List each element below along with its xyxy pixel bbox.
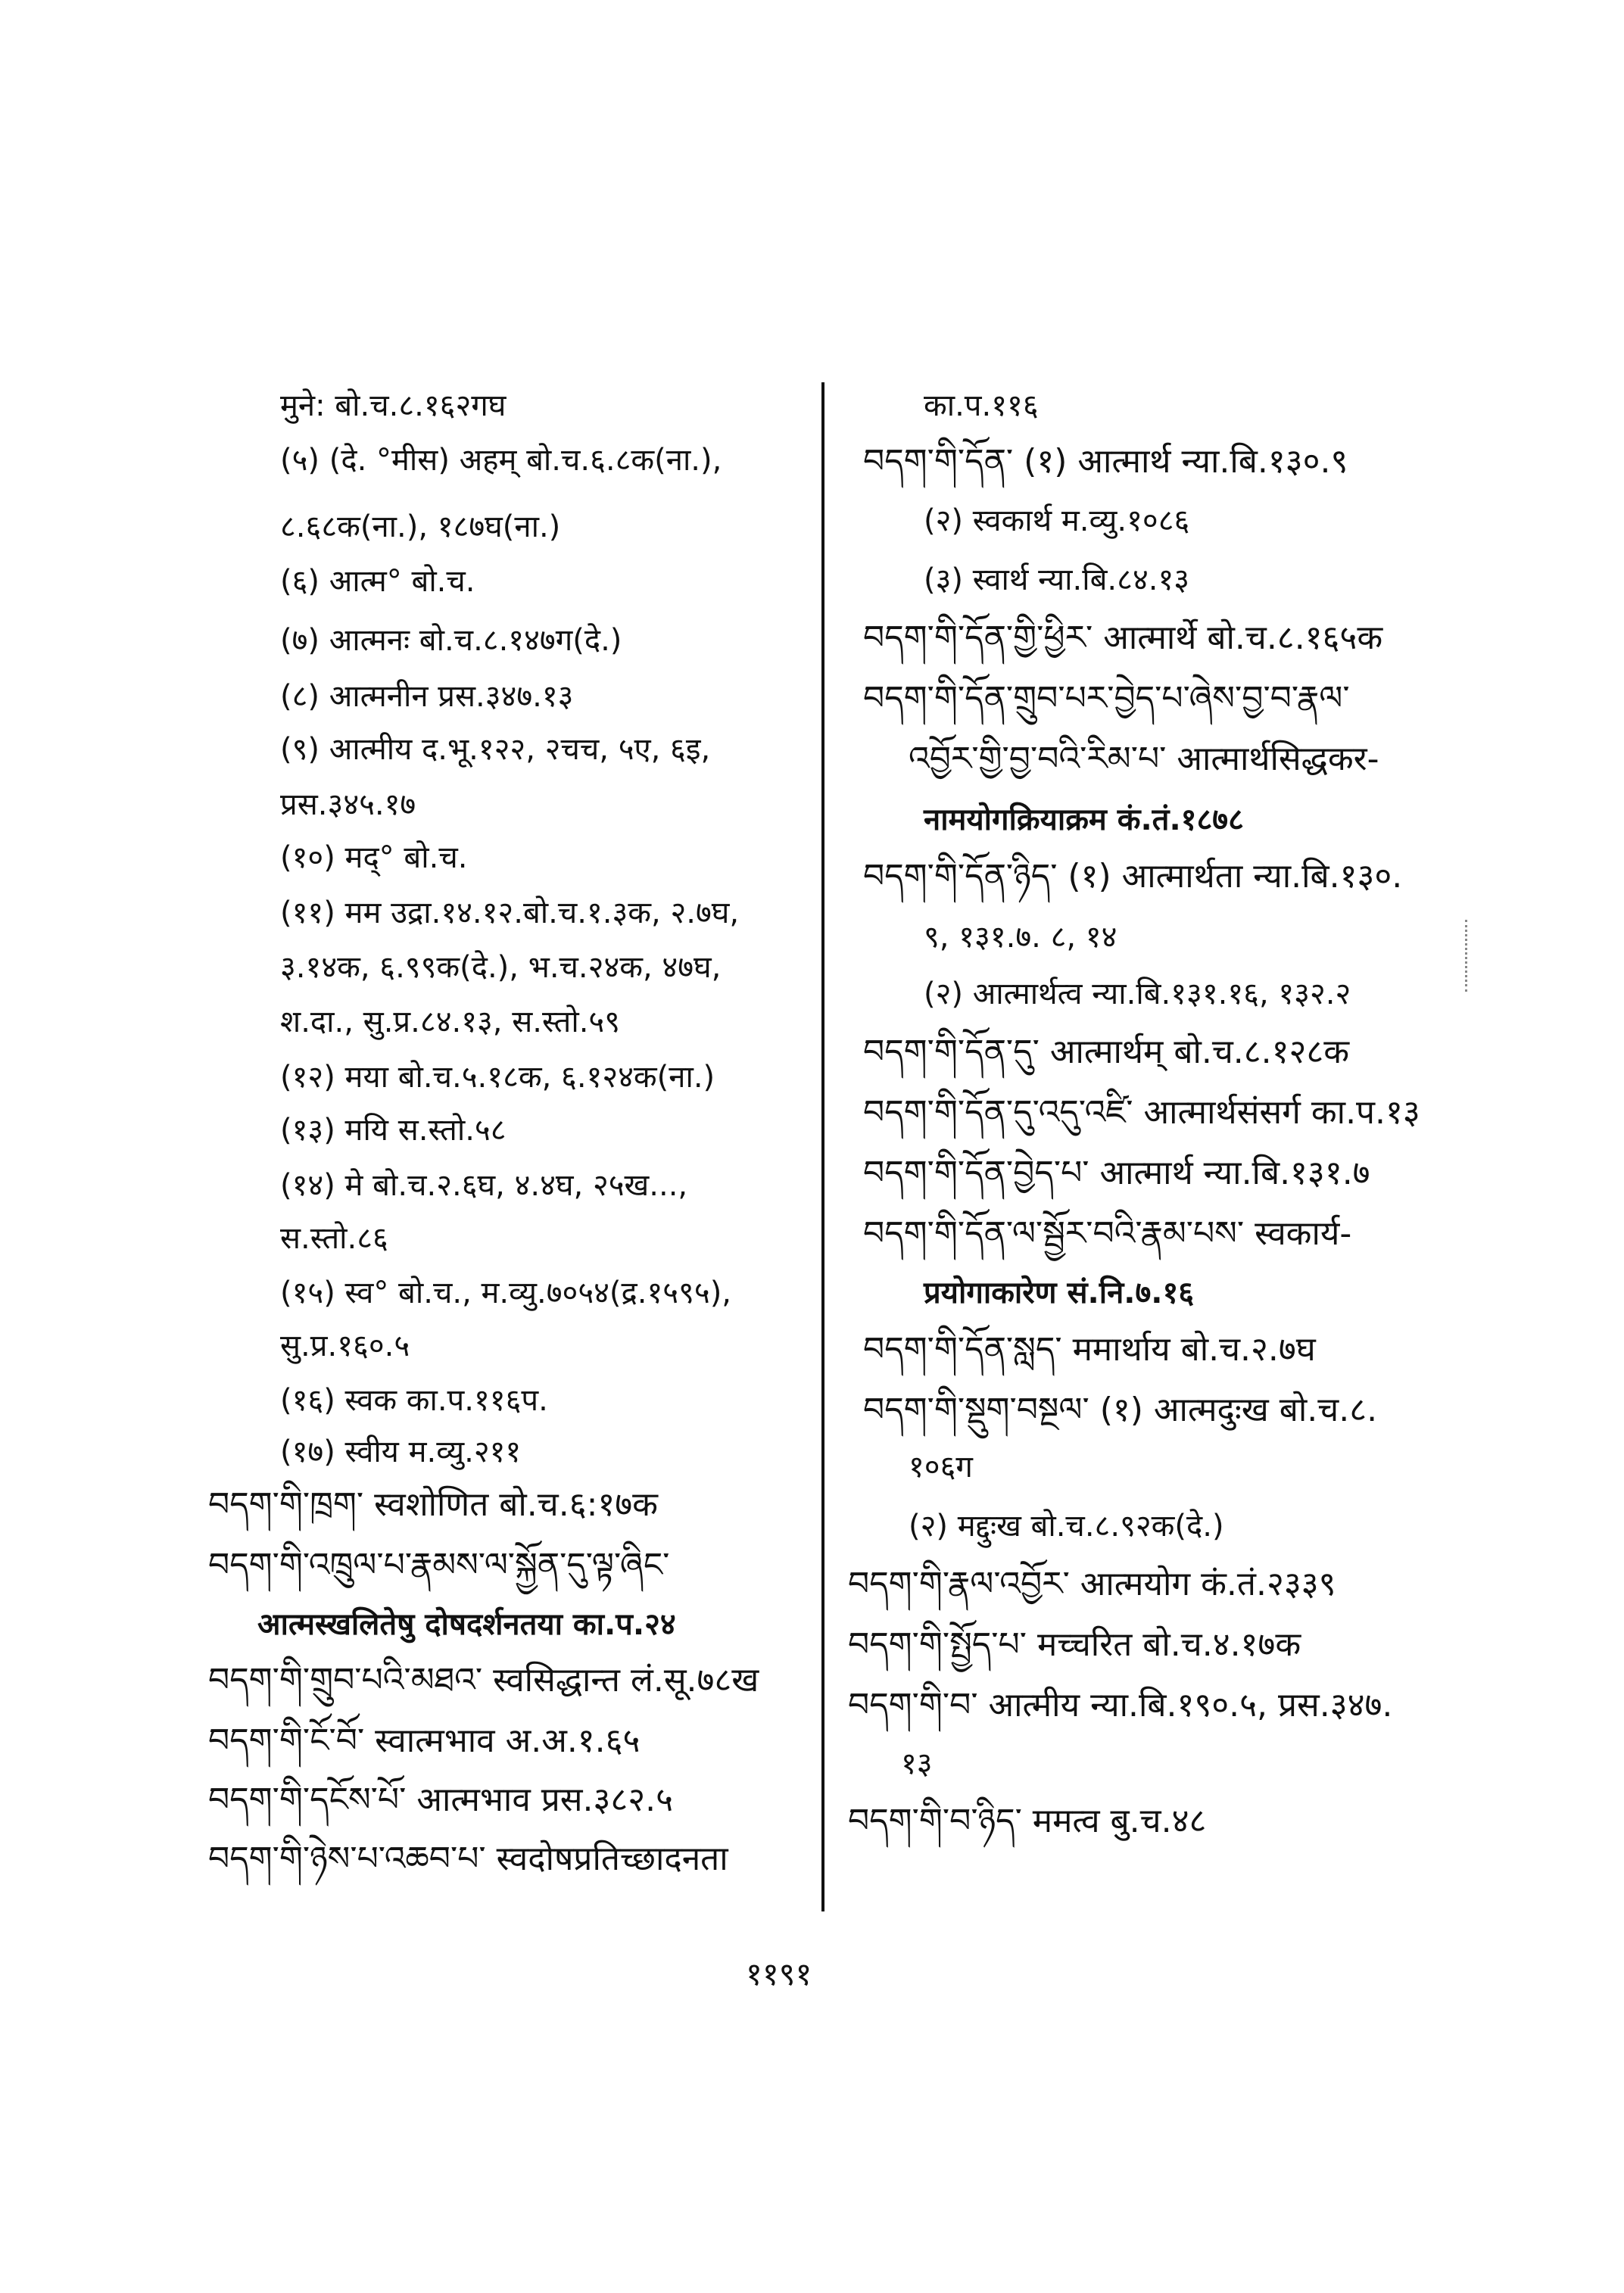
entry-line: བདག་གི་འཁྲུལ་པ་རྣམས་ལ་སྐྱོན་དུ་ལྟ་ཞིང་: [208, 1546, 670, 1584]
entry-line: ८.६८क(ना.), १८७घ(ना.): [280, 509, 561, 544]
entry-line: (२) स्वकार्थ म.व्यु.१०८६: [924, 503, 1190, 538]
entry-line: བདག་གི་སྤྱོད་པ་ मच्चरित बो.च.४.१७क: [848, 1625, 1301, 1664]
entry-line: བདག་གི་དོན་གྱི་ཕྱིར་ आत्मार्थे बो.च.८.१६५क: [863, 618, 1383, 657]
entry-line: (१४) मे बो.च.२.६घ, ४.४घ, २५ख...,: [280, 1168, 688, 1203]
entry-line: (१०) मद्° बो.च.: [280, 840, 468, 875]
entry-line: ३.१४क, ६.९९क(दे.), भ.च.२४क, ४७घ,: [280, 950, 722, 985]
page-number: ११९१: [746, 1955, 812, 1992]
entry-line: (२) मद्दुःख बो.च.८.९२क(दे.): [909, 1509, 1224, 1544]
entry-line: བདག་གི་དོན་གྲུབ་པར་བྱེད་པ་ཞེས་བྱ་བ་རྣལ་: [863, 679, 1350, 718]
entry-line: (६) आत्म° बो.च.: [280, 564, 475, 599]
entry-line: (१६) स्वक का.प.११६प.: [280, 1383, 548, 1418]
entry-line: བདག་གི་དོན་བྱེད་པ་ आत्मार्थ न्या.बि.१३१.७: [863, 1154, 1370, 1192]
entry-line: प्रस.३४५.१७: [280, 787, 416, 822]
entry-line: सु.प्र.१६०.५: [280, 1329, 410, 1363]
entry-line: (३) स्वार्थ न्या.बि.८४.१३: [924, 562, 1190, 597]
entry-line: བདག་གི་བ་ आत्मीय न्या.बि.१९०.५, प्रस.३४७.: [848, 1686, 1393, 1724]
entry-line: स.स्तो.८६: [280, 1221, 388, 1256]
entry-line: (१२) मया बो.च.५.१८क, ६.१२४क(ना.): [280, 1060, 715, 1095]
entry-line: བདག་གི་བ་ཉིད་ ममत्व बु.च.४८: [848, 1802, 1207, 1840]
entry-line: བདག་གི་ངོ་བོ་ स्वात्मभाव अ.अ.१.६५: [208, 1721, 641, 1760]
entry-line: བདག་གི་དོན་ཉིད་ (१) आत्मार्थता न्या.बि.१३०.: [863, 857, 1403, 896]
entry-line: བདག་གི་ཁྲག་ स्वशोणित बो.च.६:१७क: [208, 1485, 658, 1524]
entry-line: मुने: बो.च.८.१६२गघ: [280, 388, 507, 423]
entry-line: (५) (दे. °मीस) अहम् बो.च.६.८क(ना.),: [280, 443, 722, 478]
entry-line: (१७) स्वीय म.व्यु.२११: [280, 1435, 522, 1469]
entry-line: བདག་གི་དོན་ལ་སྦྱོར་བའི་རྣམ་པས་ स्वकार्य-: [863, 1214, 1352, 1253]
margin-dots: [1465, 920, 1470, 992]
entry-line: བདག་གི་དོན་དུ་ आत्मार्थम् बो.च.८.१२८क: [863, 1033, 1350, 1071]
entry-line: བདག་གི་དོན་སླད་ ममार्थाय बो.च.२.७घ: [863, 1330, 1316, 1369]
entry-line: བདག་གི་དོན་ (१) आत्मार्थ न्या.बि.१३०.९: [863, 442, 1348, 481]
entry-line: བདག་གི་ཉེས་པ་འཆབ་པ་ स्वदोषप्रतिच्छादनता: [208, 1840, 728, 1878]
entry-line: (७) आत्मनः बो.च.८.१४७ग(दे.): [280, 623, 622, 658]
column-divider: [821, 382, 824, 1911]
entry-line: བདག་གི་སྡུག་བསྔལ་ (१) आत्मदुःख बो.च.८.: [863, 1391, 1378, 1429]
entry-line: ९, १३१.७. ८, १४: [924, 920, 1117, 955]
entry-line: (८) आत्मनीन प्रस.३४७.१३: [280, 679, 574, 714]
entry-line: (९) आत्मीय द.भू.१२२, २चच, ५ए, ६इ,: [280, 732, 711, 767]
entry-line: བདག་གི་གྲུབ་པའི་མཐའ་ स्वसिद्धान्त लं.सू.७८ख: [208, 1661, 759, 1699]
entry-line: प्रयोगाकारेण सं.नि.७.१६: [924, 1276, 1195, 1310]
entry-line: བདག་གི་རྣལ་འབྱོར་ आत्मयोग कं.तं.२३३९: [848, 1565, 1336, 1603]
entry-line: श.दा., सु.प्र.८४.१३, स.स्तो.५९: [280, 1005, 621, 1039]
entry-line: (१३) मयि स.स्तो.५८: [280, 1113, 507, 1148]
entry-line: (१५) स्व° बो.च., म.व्यु.७०५४(द्र.१५९५),: [280, 1276, 732, 1310]
entry-line: नामयोगक्रियाक्रम कं.तं.१८७८: [924, 802, 1244, 837]
entry-line: आत्मस्खलितेषु दोषदर्शनतया का.प.२४: [257, 1607, 676, 1642]
entry-line: བདག་གི་དངོས་པོ་ आत्मभाव प्रस.३८२.५: [208, 1781, 674, 1819]
entry-line: १३: [901, 1746, 933, 1781]
entry-line: བདག་གི་དོན་དུ་འདུ་འཛི་ आत्मार्थसंसर्ग का.प.१३: [863, 1093, 1420, 1132]
entry-line: १०६ग: [909, 1450, 973, 1485]
entry-line: (११) मम उद्रा.१४.१२.बो.च.१.३क, २.७घ,: [280, 896, 740, 930]
entry-line: का.प.११६: [924, 388, 1039, 423]
entry-line: འབྱོར་གྱི་བྱ་བའི་རིམ་པ་ आत्मार्थसिद्धकर-: [909, 740, 1379, 778]
entry-line: (२) आत्मार्थत्व न्या.बि.१३१.१६, १३२.२: [924, 977, 1351, 1011]
